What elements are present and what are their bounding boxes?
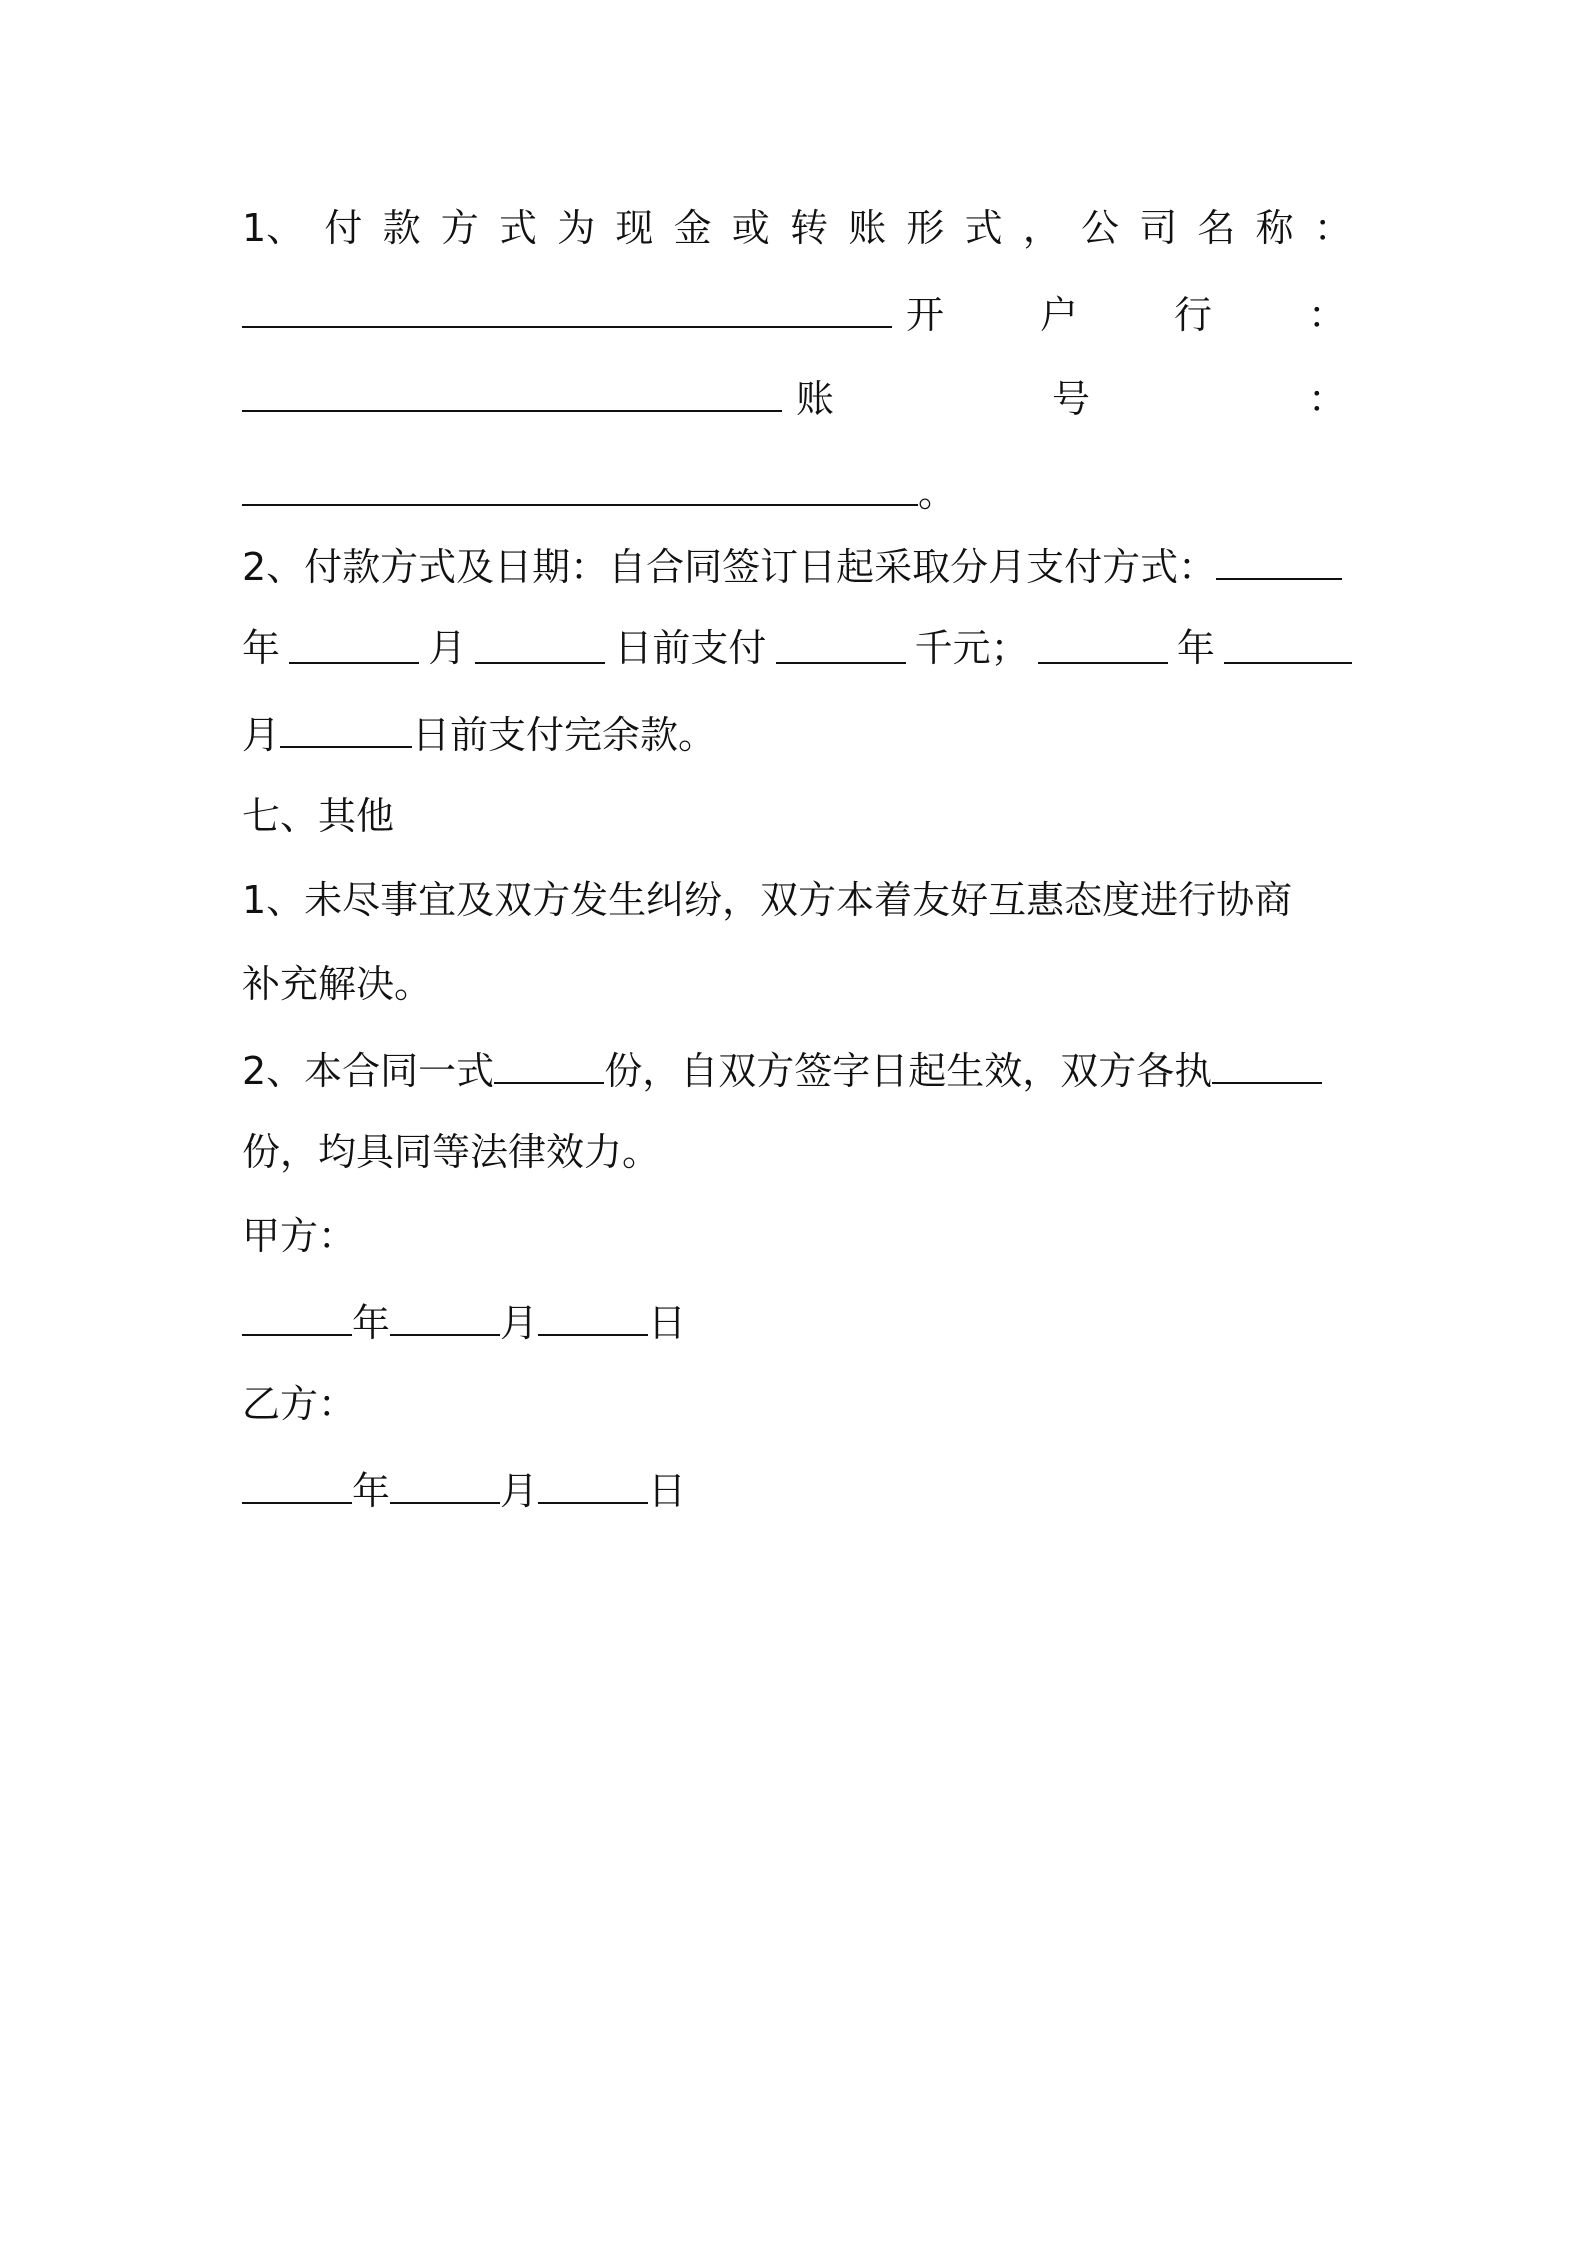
text-char: 号 bbox=[1051, 377, 1090, 421]
account-label bbox=[796, 369, 1346, 429]
text-char: 账 bbox=[796, 377, 835, 421]
day-label: 日 bbox=[648, 1469, 687, 1513]
company-name-blank[interactable] bbox=[242, 282, 892, 328]
party-a-label: 甲方： bbox=[242, 1214, 357, 1258]
final-payment-text: 日前支付完余款。 bbox=[412, 713, 717, 757]
schedule-blank[interactable] bbox=[1216, 534, 1342, 580]
text-char: ： bbox=[1313, 206, 1352, 250]
text-char: 式 bbox=[498, 206, 537, 250]
text-char: 付 bbox=[324, 206, 363, 250]
text-char: 开 bbox=[906, 293, 945, 337]
party-a-line bbox=[242, 1206, 1352, 1266]
text-char: 形 bbox=[906, 206, 945, 250]
party-b-date-line bbox=[242, 1458, 1352, 1518]
text-char: 账 bbox=[848, 206, 887, 250]
month2-blank[interactable] bbox=[1224, 618, 1352, 664]
text-char: ： bbox=[1307, 377, 1346, 421]
year-label: 年 bbox=[352, 1301, 391, 1345]
payment-schedule-line bbox=[242, 534, 1352, 594]
text-char: 式 bbox=[964, 206, 1003, 250]
company-name-line bbox=[242, 282, 1352, 342]
payment-method-line bbox=[242, 198, 1352, 258]
party-a-month-blank[interactable] bbox=[390, 1290, 500, 1336]
text-char: ， bbox=[1022, 206, 1061, 250]
payment-final-line bbox=[242, 702, 1352, 762]
party-b-year-blank[interactable] bbox=[242, 1458, 352, 1504]
bank-label bbox=[906, 285, 1346, 345]
period-mark: 。 bbox=[918, 471, 957, 515]
text-char: 款 bbox=[382, 206, 421, 250]
dispute-text-2: 补充解决。 bbox=[242, 962, 433, 1006]
party-b-line bbox=[242, 1374, 1352, 1434]
text-char: 或 bbox=[731, 206, 770, 250]
party-b-month-blank[interactable] bbox=[390, 1458, 500, 1504]
text-char: 公 bbox=[1081, 206, 1120, 250]
bank-blank[interactable] bbox=[242, 366, 782, 412]
bank-line bbox=[242, 366, 1352, 426]
dispute-line-2 bbox=[242, 954, 1352, 1014]
party-a-year-blank[interactable] bbox=[242, 1290, 352, 1336]
amount-blank[interactable] bbox=[776, 618, 906, 664]
text-char: 名 bbox=[1197, 206, 1236, 250]
text-char: 司 bbox=[1139, 206, 1178, 250]
copies-line bbox=[242, 1038, 1352, 1098]
copies-prefix: 2、本合同一式 bbox=[242, 1049, 495, 1093]
party-b-day-blank[interactable] bbox=[538, 1458, 648, 1504]
text-char: 称 bbox=[1255, 206, 1294, 250]
party-b-label: 乙方： bbox=[242, 1382, 357, 1426]
month-label: 月 bbox=[428, 626, 467, 670]
item-number: 1、 bbox=[242, 206, 305, 250]
copies-text-2: 份，均具同等法律效力。 bbox=[242, 1130, 661, 1174]
dispute-line bbox=[242, 870, 1352, 930]
year2-blank[interactable] bbox=[1038, 618, 1168, 664]
text-char: ： bbox=[1307, 293, 1346, 337]
party-a-date-line bbox=[242, 1290, 1352, 1350]
month-label: 月 bbox=[242, 713, 281, 757]
copies-mid: 份，自双方签字日起生效，双方各执 bbox=[604, 1049, 1213, 1093]
day2-blank[interactable] bbox=[280, 702, 412, 748]
account-blank[interactable] bbox=[242, 460, 918, 506]
text-char: 转 bbox=[790, 206, 829, 250]
day-label: 日 bbox=[648, 1301, 687, 1345]
year-blank[interactable] bbox=[289, 618, 419, 664]
text-char: 现 bbox=[615, 206, 654, 250]
month-blank[interactable] bbox=[475, 618, 605, 664]
month-label: 月 bbox=[500, 1469, 539, 1513]
payment-schedule-text: 2、付款方式及日期：自合同签订日起采取分月支付方式： bbox=[242, 545, 1217, 589]
text-char: 为 bbox=[557, 206, 596, 250]
account-line bbox=[242, 460, 1352, 520]
year-label: 年 bbox=[242, 626, 281, 670]
day-pay-label: 日前支付 bbox=[614, 626, 767, 670]
dispute-text: 1、未尽事宜及双方发生纠纷，双方本着友好互惠态度进行协商 bbox=[242, 878, 1293, 922]
section-heading-text: 七、其他 bbox=[242, 794, 395, 838]
year-label: 年 bbox=[352, 1469, 391, 1513]
amount-label: 千元； bbox=[914, 626, 1029, 670]
month-label: 月 bbox=[500, 1301, 539, 1345]
copies-blank[interactable] bbox=[494, 1038, 604, 1084]
text-char: 行 bbox=[1173, 293, 1212, 337]
text-char: 方 bbox=[440, 206, 479, 250]
copies-line-2 bbox=[242, 1122, 1352, 1182]
copies-each-blank[interactable] bbox=[1212, 1038, 1322, 1084]
section-heading bbox=[242, 786, 1352, 846]
party-a-day-blank[interactable] bbox=[538, 1290, 648, 1336]
text-char: 户 bbox=[1039, 293, 1078, 337]
payment-date-line bbox=[242, 618, 1352, 678]
year2-label: 年 bbox=[1176, 626, 1215, 670]
text-char: 金 bbox=[673, 206, 712, 250]
